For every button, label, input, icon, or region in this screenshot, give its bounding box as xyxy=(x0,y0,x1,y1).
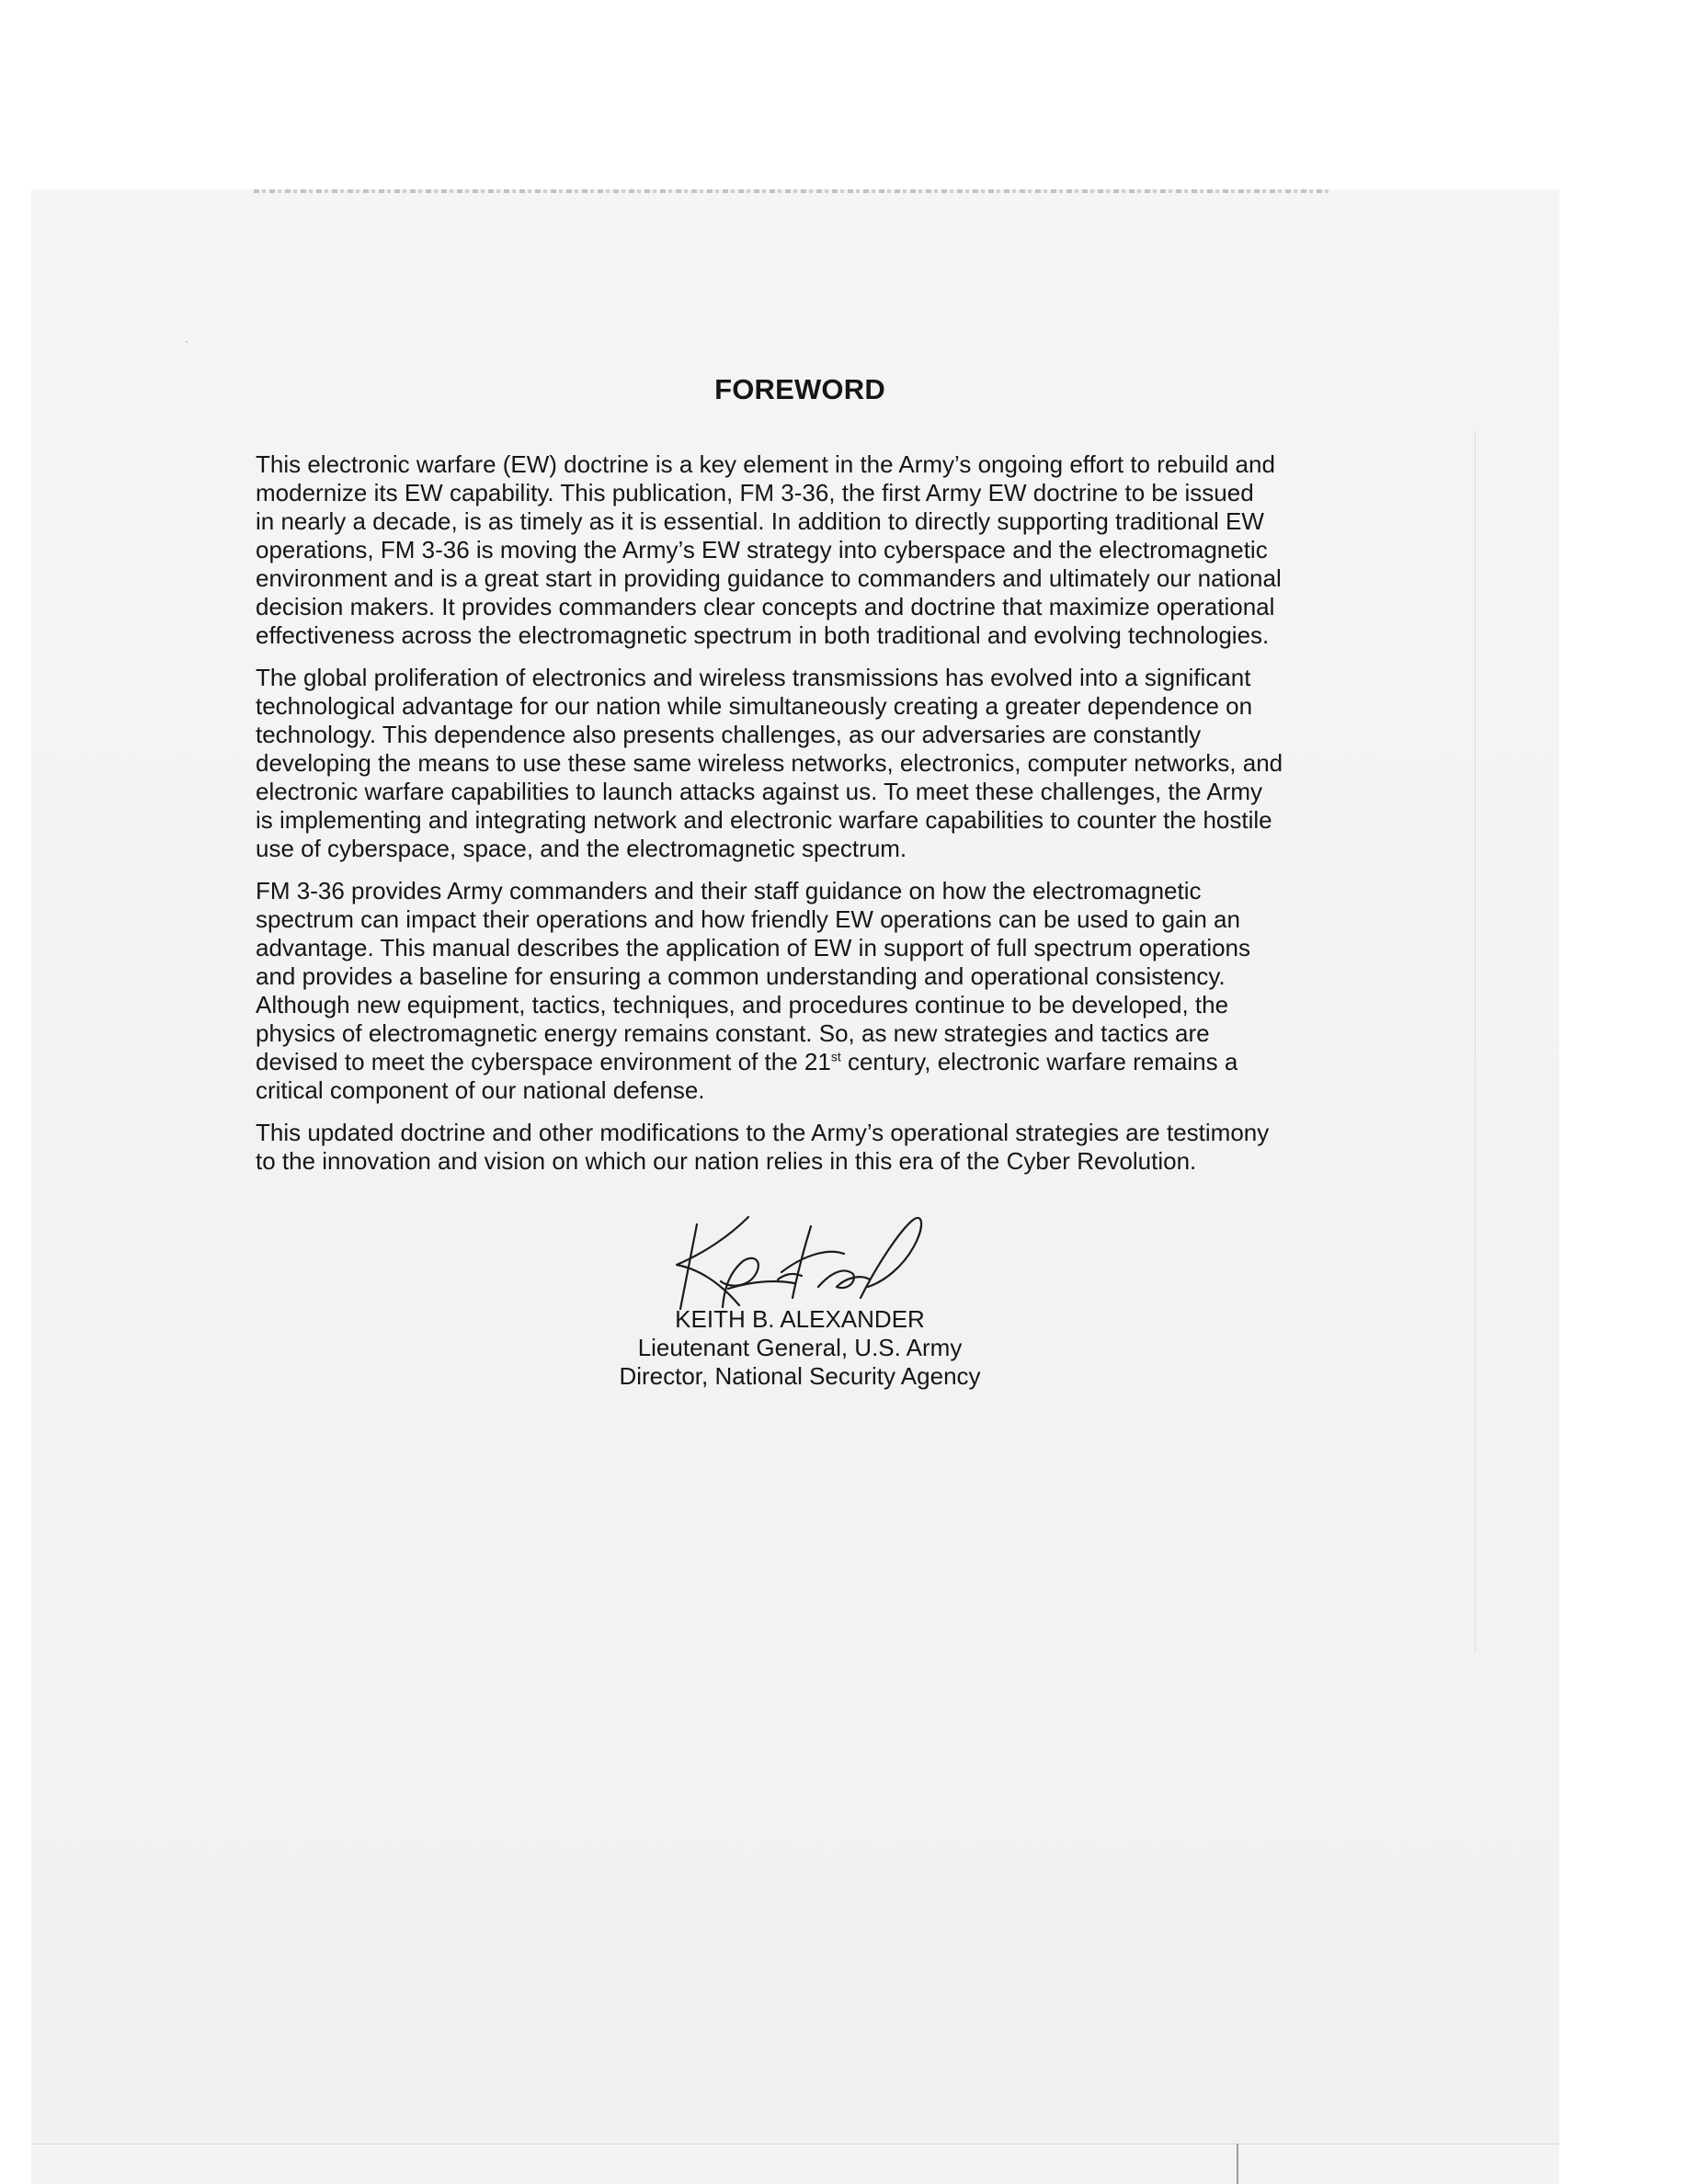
text-line: spectrum can impact their operations and how friendly EW operations can be used to gain an xyxy=(256,905,1240,933)
scan-right-shadow-line xyxy=(1475,430,1476,1653)
text-line: technology. This dependence also presents challenges, as our adversaries are constantly xyxy=(256,721,1202,748)
text-line: FM 3-36 provides Army commanders and their staff guidance on how the electromagnetic xyxy=(256,877,1202,904)
text-line: advantage. This manual describes the application of EW in support of full spectrum operations xyxy=(256,934,1251,961)
ordinal-superscript: st xyxy=(830,1049,841,1064)
text-line: to the innovation and vision on which our nation relies in this era of the Cyber Revolution. xyxy=(256,1147,1197,1175)
scan-top-edge-residue xyxy=(254,189,1329,193)
text-line: The global proliferation of electronics and wireless transmissions has evolved into a significant xyxy=(256,664,1251,691)
scan-bottom-strip xyxy=(31,2144,1559,2184)
signer-name: KEITH B. ALEXANDER xyxy=(675,1305,925,1333)
foreword-body xyxy=(256,450,1359,1189)
scan-bottom-divider xyxy=(1237,2144,1238,2184)
signature-block xyxy=(0,1305,1600,1391)
paragraph xyxy=(256,450,1359,650)
handwritten-signature xyxy=(664,1213,967,1314)
text-line: electronic warfare capabilities to launch attacks against us. To meet these challenges, the Army xyxy=(256,778,1262,805)
text-line: developing the means to use these same wireless networks, electronics, computer networks, and xyxy=(256,749,1283,777)
text-line: This updated doctrine and other modifications to the Army’s operational strategies are testimony xyxy=(256,1119,1270,1146)
text-line: use of cyberspace, space, and the electromagnetic spectrum. xyxy=(256,835,907,862)
text-line: modernize its EW capability. This publication, FM 3-36, the first Army EW doctrine to be issued xyxy=(256,479,1254,506)
text-segment: century, electronic warfare remains a xyxy=(840,1048,1238,1075)
signer-rank: Lieutenant General, U.S. Army xyxy=(637,1334,963,1361)
text-line: is implementing and integrating network and electronic warfare capabilities to counter the hostile xyxy=(256,806,1272,834)
text-line: critical component of our national defense. xyxy=(256,1076,705,1104)
paragraph xyxy=(256,877,1359,1105)
signer-position: Director, National Security Agency xyxy=(619,1362,981,1390)
text-line: and provides a baseline for ensuring a common understanding and operational consistency. xyxy=(256,962,1226,990)
page-title: FOREWORD xyxy=(714,373,885,405)
scan-speck xyxy=(186,341,188,343)
text-line-with-superscript xyxy=(256,1048,1359,1076)
text-line: Although new equipment, tactics, techniques, and procedures continue to be developed, the xyxy=(256,991,1229,1018)
paragraph xyxy=(256,1119,1359,1176)
text-line: effectiveness across the electromagnetic spectrum in both traditional and evolving technologies. xyxy=(256,621,1270,649)
text-line: technological advantage for our nation while simultaneously creating a greater dependence on xyxy=(256,692,1253,720)
paragraph xyxy=(256,664,1359,863)
text-segment: devised to meet the cyberspace environment of the 21 xyxy=(256,1048,831,1075)
text-line: operations, FM 3-36 is moving the Army’s EW strategy into cyberspace and the electromagnetic xyxy=(256,536,1268,563)
text-line: This electronic warfare (EW) doctrine is a key element in the Army’s ongoing effort to rebuild and xyxy=(256,450,1275,478)
text-line: in nearly a decade, is as timely as it is essential. In addition to directly supporting traditional EW xyxy=(256,507,1264,535)
text-line: environment and is a great start in providing guidance to commanders and ultimately our national xyxy=(256,564,1282,592)
text-line: physics of electromagnetic energy remains constant. So, as new strategies and tactics are xyxy=(256,1019,1210,1047)
text-line: decision makers. It provides commanders clear concepts and doctrine that maximize operational xyxy=(256,593,1275,620)
